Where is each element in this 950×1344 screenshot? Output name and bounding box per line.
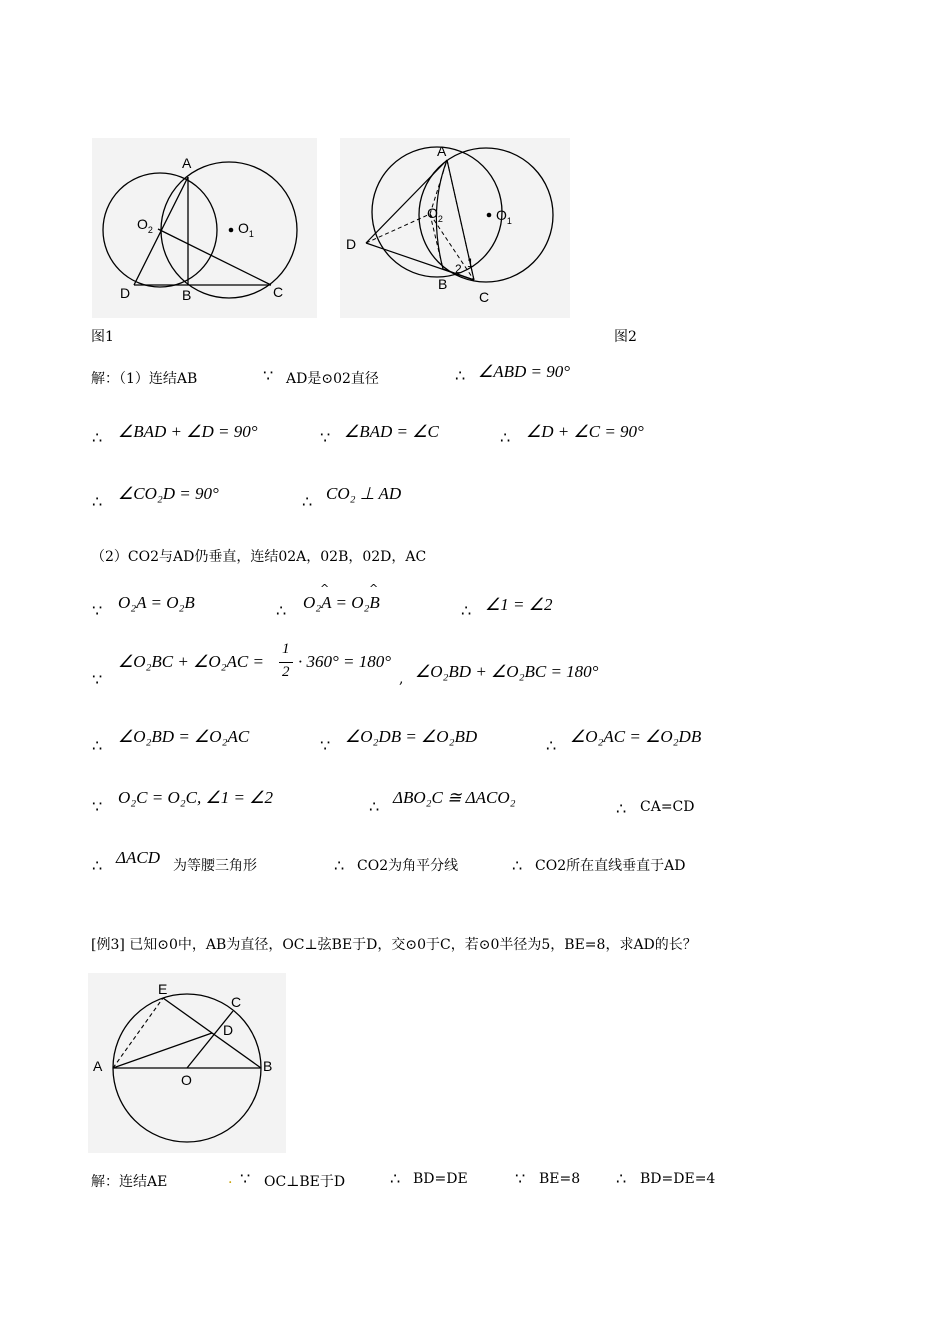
therefore-symbol: ∴: [455, 366, 466, 385]
label-b: B: [263, 1058, 273, 1074]
therefore-symbol: ∴: [369, 797, 380, 816]
point-o1: [229, 228, 234, 233]
label-a: A: [93, 1058, 103, 1074]
therefore-symbol: ∴: [390, 1169, 401, 1188]
because-symbol: ∵: [92, 670, 103, 689]
equation-o2a-o2b: O₂A = O₂B: [118, 593, 195, 612]
therefore-symbol: ∴: [302, 492, 313, 511]
be-equals-8: BE=8: [539, 1171, 581, 1187]
equation-o2bc-o2ac: ∠O₂BC + ∠O₂AC =: [118, 652, 264, 671]
bd-equals-de: BD=DE: [413, 1171, 468, 1187]
therefore-symbol: ∴: [461, 601, 472, 620]
comma-separator: ,: [399, 671, 404, 687]
therefore-symbol: ∴: [616, 1169, 627, 1188]
equation-o2c-angles: O₂C = O₂C, ∠1 = ∠2: [118, 788, 273, 807]
equation-angle1-angle2: ∠1 = ∠2: [485, 595, 553, 614]
figure-2-caption: 图2: [614, 329, 637, 345]
figure-3-background: [88, 973, 286, 1153]
therefore-symbol: ∴: [92, 736, 103, 755]
therefore-symbol: ∴: [276, 601, 287, 620]
triangle-acd: ΔACD: [116, 848, 160, 867]
equation-bad-d: ∠BAD + ∠D = 90°: [118, 422, 258, 441]
figure-2: [340, 138, 570, 318]
label-b: B: [438, 276, 448, 292]
label-o2: $O_2$: [137, 216, 153, 235]
equation-d-c: ∠D + ∠C = 90°: [526, 422, 644, 441]
solution-example-3: 解：连结AE: [91, 1174, 168, 1190]
isosceles-statement: 为等腰三角形: [173, 858, 257, 874]
therefore-symbol: ∴: [92, 492, 103, 511]
arc-mark-2: ^: [369, 582, 379, 595]
perpendicular-statement: CO2所在直线垂直于AD: [535, 858, 686, 874]
figure-1-caption: 图1: [91, 329, 114, 345]
label-o: O: [181, 1072, 192, 1088]
equation-o2db-o2bd: ∠O₂DB = ∠O₂BD: [345, 727, 478, 746]
fraction-denominator: 2: [282, 664, 290, 680]
label-d: D: [120, 285, 131, 301]
solution-step-2: （2）CO2与AD仍垂直，连结02A，02B，02D，AC: [91, 549, 427, 565]
because-symbol: ∵: [92, 797, 103, 816]
example-3-question: [例3] 已知⊙0中，AB为直径，OC⊥弦BE于D，交⊙0于C，若⊙0半径为5，BE=8，求AD的长？: [91, 937, 697, 953]
because-symbol: ∵: [515, 1169, 526, 1188]
equation-o2ac-o2db: ∠O₂AC = ∠O₂DB: [570, 727, 702, 746]
equation-congruent: ΔBO₂C ≅ ΔACO₂: [393, 788, 516, 807]
therefore-symbol: ∴: [92, 428, 103, 447]
diameter-statement: AD是⊙02直径: [286, 371, 379, 387]
label-angle-2: 2: [455, 262, 462, 276]
ca-equals-cd: CA=CD: [640, 799, 695, 815]
therefore-symbol: ∴: [616, 799, 627, 818]
equation-abd: ∠ABD = 90°: [478, 362, 571, 381]
label-d: D: [346, 236, 357, 252]
therefore-symbol: ∴: [334, 856, 345, 875]
equation-perpendicular: CO₂ ⊥ AD: [326, 484, 402, 503]
solution-step-1: 解：（1）连结AB: [91, 371, 198, 387]
equation-o2bd-o2bc: ∠O₂BD + ∠O₂BC = 180°: [415, 662, 599, 681]
point-o1: [487, 213, 492, 218]
equation-o2bd-o2ac: ∠O₂BD = ∠O₂AC: [118, 727, 250, 746]
equation-arc-o2a-o2b: O₂A = O₂B: [303, 593, 380, 612]
bd-de-equals-4: BD=DE=4: [640, 1171, 716, 1187]
label-e: E: [158, 981, 168, 997]
fraction-numerator: 1: [282, 641, 290, 657]
label-a: A: [182, 155, 192, 171]
stray-dot: .: [228, 1171, 233, 1187]
bisector-statement: CO2为角平分线: [357, 858, 459, 874]
label-b: B: [182, 287, 192, 303]
label-c: C: [479, 289, 490, 305]
figure-3: [88, 973, 286, 1153]
label-c: C: [231, 994, 242, 1010]
equation-co2d: ∠CO₂D = 90°: [118, 484, 219, 503]
label-a: A: [437, 143, 447, 159]
fraction-bar: [279, 662, 293, 663]
label-o1: $O_1$: [238, 220, 254, 239]
oc-perpendicular-be: OC⊥BE于D: [264, 1174, 346, 1190]
label-d: D: [223, 1022, 234, 1038]
label-angle-1: 1: [467, 256, 474, 270]
label-o2: $O_2$: [427, 205, 443, 224]
therefore-symbol: ∴: [92, 856, 103, 875]
arc-mark-1: ^: [320, 582, 330, 595]
therefore-symbol: ∴: [512, 856, 523, 875]
therefore-symbol: ∴: [546, 736, 557, 755]
label-o1: $O_1$: [496, 207, 512, 226]
because-symbol: ∵: [92, 601, 103, 620]
because-symbol: ∵: [240, 1169, 251, 1188]
because-symbol: ∵: [320, 736, 331, 755]
figure-1: [92, 138, 317, 318]
equation-360: · 360° = 180°: [298, 652, 392, 671]
equation-bad-c: ∠BAD = ∠C: [344, 422, 439, 441]
label-c: C: [273, 284, 284, 300]
because-symbol: ∵: [320, 428, 331, 447]
because-symbol: ∵: [263, 366, 274, 385]
therefore-symbol: ∴: [500, 428, 511, 447]
